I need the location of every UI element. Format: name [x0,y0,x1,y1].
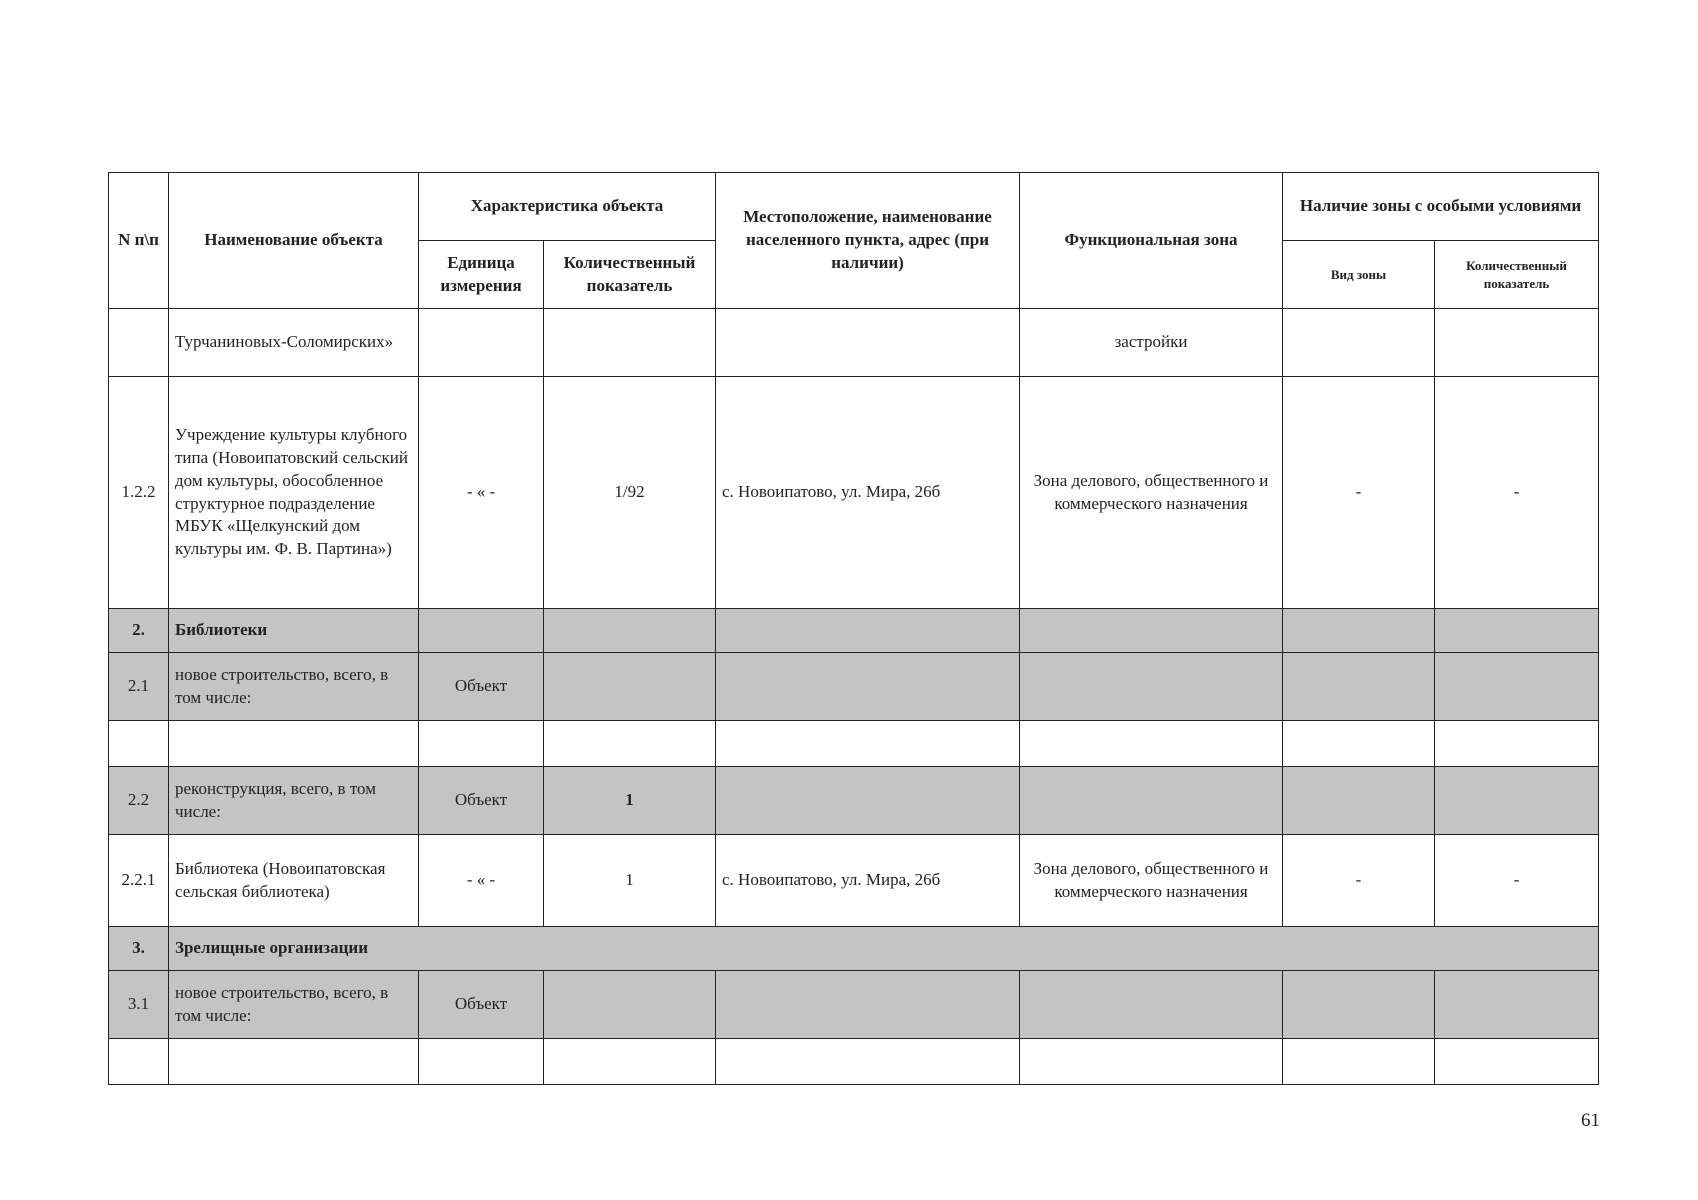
cell-quantity [544,1039,716,1085]
cell-num: 3.1 [109,971,169,1039]
cell-num: 1.2.2 [109,377,169,609]
cell-functional-zone [1020,721,1283,767]
header-name: Наименование объекта [169,173,419,309]
cell-name: новое строительство, всего, в том числе: [169,971,419,1039]
cell-location [716,609,1020,653]
cell-zone-type [1283,609,1435,653]
cell-zone-type [1283,309,1435,377]
cell-name: Турчаниновых-Соломирских» [169,309,419,377]
cell-num: 2. [109,609,169,653]
table-row [109,377,1599,609]
cell-name: Библиотека (Новоипатовская сельская библиотека) [169,835,419,927]
cell-zone-quantity [1435,609,1599,653]
cell-functional-zone [1020,609,1283,653]
cell-functional-zone: застройки [1020,309,1283,377]
cell-location [716,309,1020,377]
header-location: Местоположение, наименование населенного пункта, адрес (при наличии) [716,173,1020,309]
cell-location [716,1039,1020,1085]
section-row [109,927,1599,971]
cell-num [109,309,169,377]
header-unit: Единица измерения [419,241,544,309]
cell-functional-zone: Зона делового, общественного и коммерческого назначения [1020,835,1283,927]
cell-zone-quantity [1435,309,1599,377]
cell-location [716,653,1020,721]
objects-table [108,172,1599,1085]
cell-location [716,721,1020,767]
cell-zone-quantity: - [1435,377,1599,609]
cell-zone-type [1283,653,1435,721]
cell-name: Зрелищные организации [169,927,1599,971]
cell-zone-quantity [1435,1039,1599,1085]
table-row [109,971,1599,1039]
header-num: N п\п [109,173,169,309]
cell-location [716,767,1020,835]
table-row [109,721,1599,767]
cell-location [716,971,1020,1039]
header-quantity: Количественный показатель [544,241,716,309]
cell-quantity [544,653,716,721]
cell-zone-quantity [1435,721,1599,767]
cell-functional-zone [1020,1039,1283,1085]
cell-zone-type [1283,767,1435,835]
cell-location: с. Новоипатово, ул. Мира, 26б [716,835,1020,927]
cell-functional-zone [1020,767,1283,835]
cell-zone-type: - [1283,835,1435,927]
page-number: 61 [1581,1110,1600,1131]
table-row [109,835,1599,927]
section-row [109,609,1599,653]
cell-zone-quantity: - [1435,835,1599,927]
cell-unit: Объект [419,767,544,835]
cell-name: Учреждение культуры клубного типа (Новоипатовский сельский дом культуры, обособленное структурное подразделение МБУК «Щелкунский дом культуры им. Ф. В. Партина») [169,377,419,609]
cell-num: 2.2 [109,767,169,835]
header-zone-type: Вид зоны [1283,241,1435,309]
cell-quantity: 1/92 [544,377,716,609]
table-row [109,1039,1599,1085]
cell-unit: - « - [419,377,544,609]
cell-quantity [544,309,716,377]
cell-num: 2.2.1 [109,835,169,927]
cell-name: реконструкция, всего, в том числе: [169,767,419,835]
cell-num [109,721,169,767]
cell-zone-type [1283,721,1435,767]
cell-functional-zone: Зона делового, общественного и коммерческого назначения [1020,377,1283,609]
cell-quantity: 1 [544,835,716,927]
cell-name [169,721,419,767]
cell-name: новое строительство, всего, в том числе: [169,653,419,721]
cell-quantity [544,971,716,1039]
cell-unit: Объект [419,971,544,1039]
cell-unit [419,721,544,767]
table-row [109,767,1599,835]
header-zone-quantity: Количественный показатель [1435,241,1599,309]
cell-functional-zone [1020,971,1283,1039]
cell-location: с. Новоипатово, ул. Мира, 26б [716,377,1020,609]
cell-unit: - « - [419,835,544,927]
cell-unit [419,609,544,653]
cell-name: Библиотеки [169,609,419,653]
cell-num: 2.1 [109,653,169,721]
cell-functional-zone [1020,653,1283,721]
cell-quantity [544,609,716,653]
cell-zone-type [1283,1039,1435,1085]
cell-num [109,1039,169,1085]
cell-quantity [544,721,716,767]
cell-unit [419,1039,544,1085]
cell-zone-quantity [1435,653,1599,721]
cell-zone-quantity [1435,971,1599,1039]
table-row [109,309,1599,377]
header-characteristics: Характеристика объекта [419,173,716,241]
cell-quantity: 1 [544,767,716,835]
table-row [109,653,1599,721]
cell-zone-type: - [1283,377,1435,609]
cell-zone-type [1283,971,1435,1039]
cell-unit [419,309,544,377]
cell-num: 3. [109,927,169,971]
header-special-zone: Наличие зоны с особыми условиями [1283,173,1599,241]
cell-name [169,1039,419,1085]
header-functional-zone: Функциональная зона [1020,173,1283,309]
cell-unit: Объект [419,653,544,721]
cell-zone-quantity [1435,767,1599,835]
